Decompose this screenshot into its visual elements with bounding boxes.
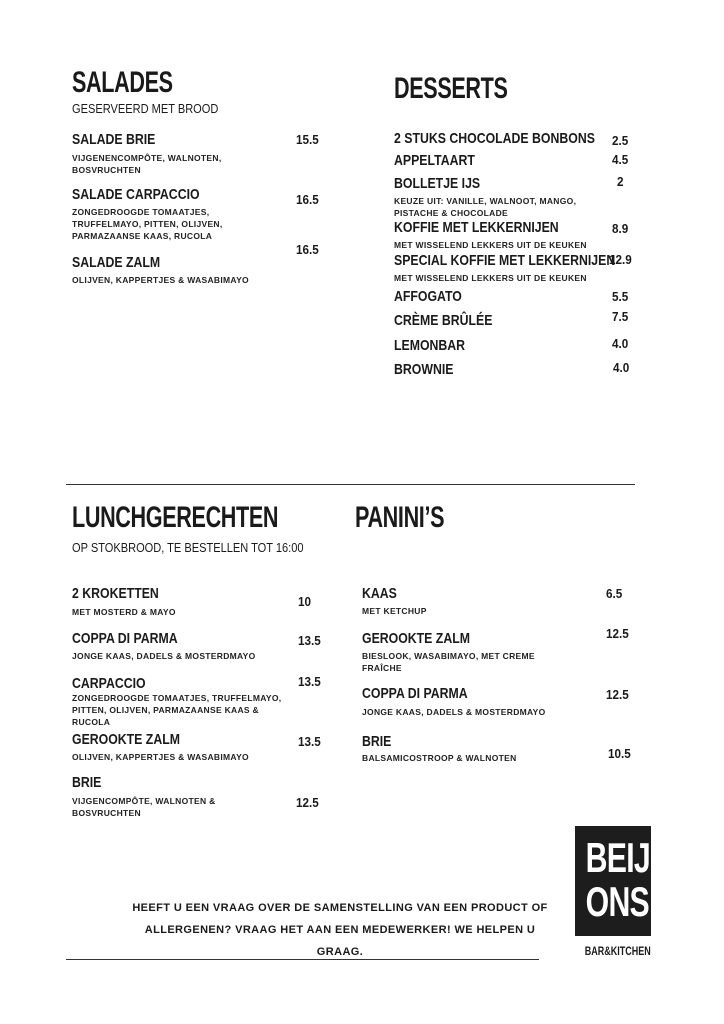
menu-item-price: 4.5	[612, 152, 629, 167]
menu-item-price: 2.5	[612, 133, 629, 148]
menu-item-desc: BIESLOOK, WASABIMAYO, MET CREME FRAÎCHE	[362, 651, 535, 673]
menu-item-desc: MET KETCHUP	[362, 606, 427, 616]
menu-item-name: COPPA DI PARMA	[72, 630, 178, 647]
logo-line2: ONS	[585, 878, 650, 925]
menu-item-name: AFFOGATO	[394, 288, 462, 305]
menu-item-name: BRIE	[362, 733, 392, 750]
menu-item-price: 12.5	[606, 687, 629, 702]
menu-item-name: SALADE BRIE	[72, 131, 156, 148]
menu-item-price: 13.5	[298, 734, 321, 749]
menu-item-desc: ZONGEDROOGDE TOMAATJES, TRUFFELMAYO, PITTEN, OLIJVEN, PARMAZAANSE KAAS, RUCOLA	[72, 207, 223, 241]
menu-item-name: BROWNIE	[394, 361, 454, 378]
menu-item-price: 7.5	[612, 309, 629, 324]
lunch-title: LUNCHGERECHTEN	[72, 501, 279, 534]
menu-item-price: 16.5	[296, 242, 319, 257]
menu-item-name: APPELTAART	[394, 152, 475, 169]
menu-item-desc: JONGE KAAS, DADELS & MOSTERDMAYO	[72, 651, 256, 661]
menu-item-desc: ZONGEDROOGDE TOMAATJES, TRUFFELMAYO, PITTEN, OLIJVEN, PARMAZAANSE KAAS & RUCOLA	[72, 693, 282, 727]
lunch-subtitle: OP STOKBROOD, TE BESTELLEN TOT 16:00	[72, 540, 304, 555]
menu-item-price: 6.5	[606, 586, 623, 601]
menu-item-desc: VIJGENENCOMPÔTE, WALNOTEN, BOSVRUCHTEN	[72, 153, 222, 175]
menu-item-price: 12.5	[606, 626, 629, 641]
menu-item-price: 5.5	[612, 289, 629, 304]
menu-item-name: SALADE ZALM	[72, 254, 161, 271]
menu-item-name: SALADE CARPACCIO	[72, 186, 200, 203]
menu-item-desc: VIJGENCOMPÔTE, WALNOTEN & BOSVRUCHTEN	[72, 796, 216, 818]
brand-logo	[575, 826, 651, 936]
menu-item-price: 13.5	[298, 633, 321, 648]
menu-item-price: 12.9	[609, 252, 632, 267]
menu-item-name: KOFFIE MET LEKKERNIJEN	[394, 219, 559, 236]
menu-item-name: 2 KROKETTEN	[72, 585, 159, 602]
menu-item-name: GEROOKTE ZALM	[362, 630, 470, 647]
salades-title: SALADES	[72, 66, 173, 99]
menu-item-price: 2	[617, 174, 624, 189]
bottom-divider	[66, 959, 539, 960]
menu-item-name: GEROOKTE ZALM	[72, 731, 180, 748]
menu-item-name: SPECIAL KOFFIE MET LEKKERNIJEN	[394, 252, 616, 269]
allergen-notice	[130, 897, 550, 963]
menu-item-desc: OLIJVEN, KAPPERTJES & WASABIMAYO	[72, 752, 249, 762]
menu-item-price: 4.0	[612, 336, 629, 351]
menu-item-name: BOLLETJE IJS	[394, 175, 481, 192]
menu-item-desc: KEUZE UIT: VANILLE, WALNOOT, MANGO, PISTACHE & CHOCOLADE	[394, 196, 577, 218]
menu-item-price: 16.5	[296, 192, 319, 207]
panini-title: PANINI’S	[355, 501, 445, 534]
menu-item-price: 10	[298, 594, 312, 609]
desserts-title: DESSERTS	[394, 72, 508, 105]
logo-subtitle: BAR&KITCHEN	[584, 944, 651, 958]
menu-item-name: CARPACCIO	[72, 675, 146, 692]
menu-item-price: 4.0	[613, 360, 630, 375]
menu-item-price: 8.9	[612, 221, 629, 236]
menu-item-name: COPPA DI PARMA	[362, 685, 468, 702]
allergen-notice-line1: HEEFT U EEN VRAAG OVER DE SAMENSTELLING VAN EEN PRODUCT OF	[132, 902, 548, 914]
menu-item-name: KAAS	[362, 585, 397, 602]
menu-item-price: 12.5	[296, 795, 319, 810]
menu-item-desc: MET WISSELEND LEKKERS UIT DE KEUKEN	[394, 240, 587, 250]
logo-line1: BEIJ	[585, 834, 650, 881]
menu-item-name: BRIE	[72, 774, 102, 791]
menu-item-desc: BALSAMICOSTROOP & WALNOTEN	[362, 753, 517, 763]
menu-item-name: 2 STUKS CHOCOLADE BONBONS	[394, 130, 595, 147]
menu-item-price: 15.5	[296, 132, 319, 147]
menu-item-price: 13.5	[298, 674, 321, 689]
menu-item-desc: OLIJVEN, KAPPERTJES & WASABIMAYO	[72, 275, 249, 285]
menu-item-price: 10.5	[608, 746, 631, 761]
menu-item-name: CRÈME BRÛLÉE	[394, 312, 493, 329]
salades-subtitle: GESERVEERD MET BROOD	[72, 101, 219, 116]
menu-item-name: LEMONBAR	[394, 337, 466, 354]
menu-item-desc: JONGE KAAS, DADELS & MOSTERDMAYO	[362, 707, 546, 717]
section-divider	[66, 484, 635, 485]
menu-item-desc: MET MOSTERD & MAYO	[72, 607, 176, 617]
menu-item-desc: MET WISSELEND LEKKERS UIT DE KEUKEN	[394, 273, 587, 283]
allergen-notice-line2: ALLERGENEN? VRAAG HET AAN EEN MEDEWERKER! WE HELPEN U GRAAG.	[144, 924, 536, 958]
